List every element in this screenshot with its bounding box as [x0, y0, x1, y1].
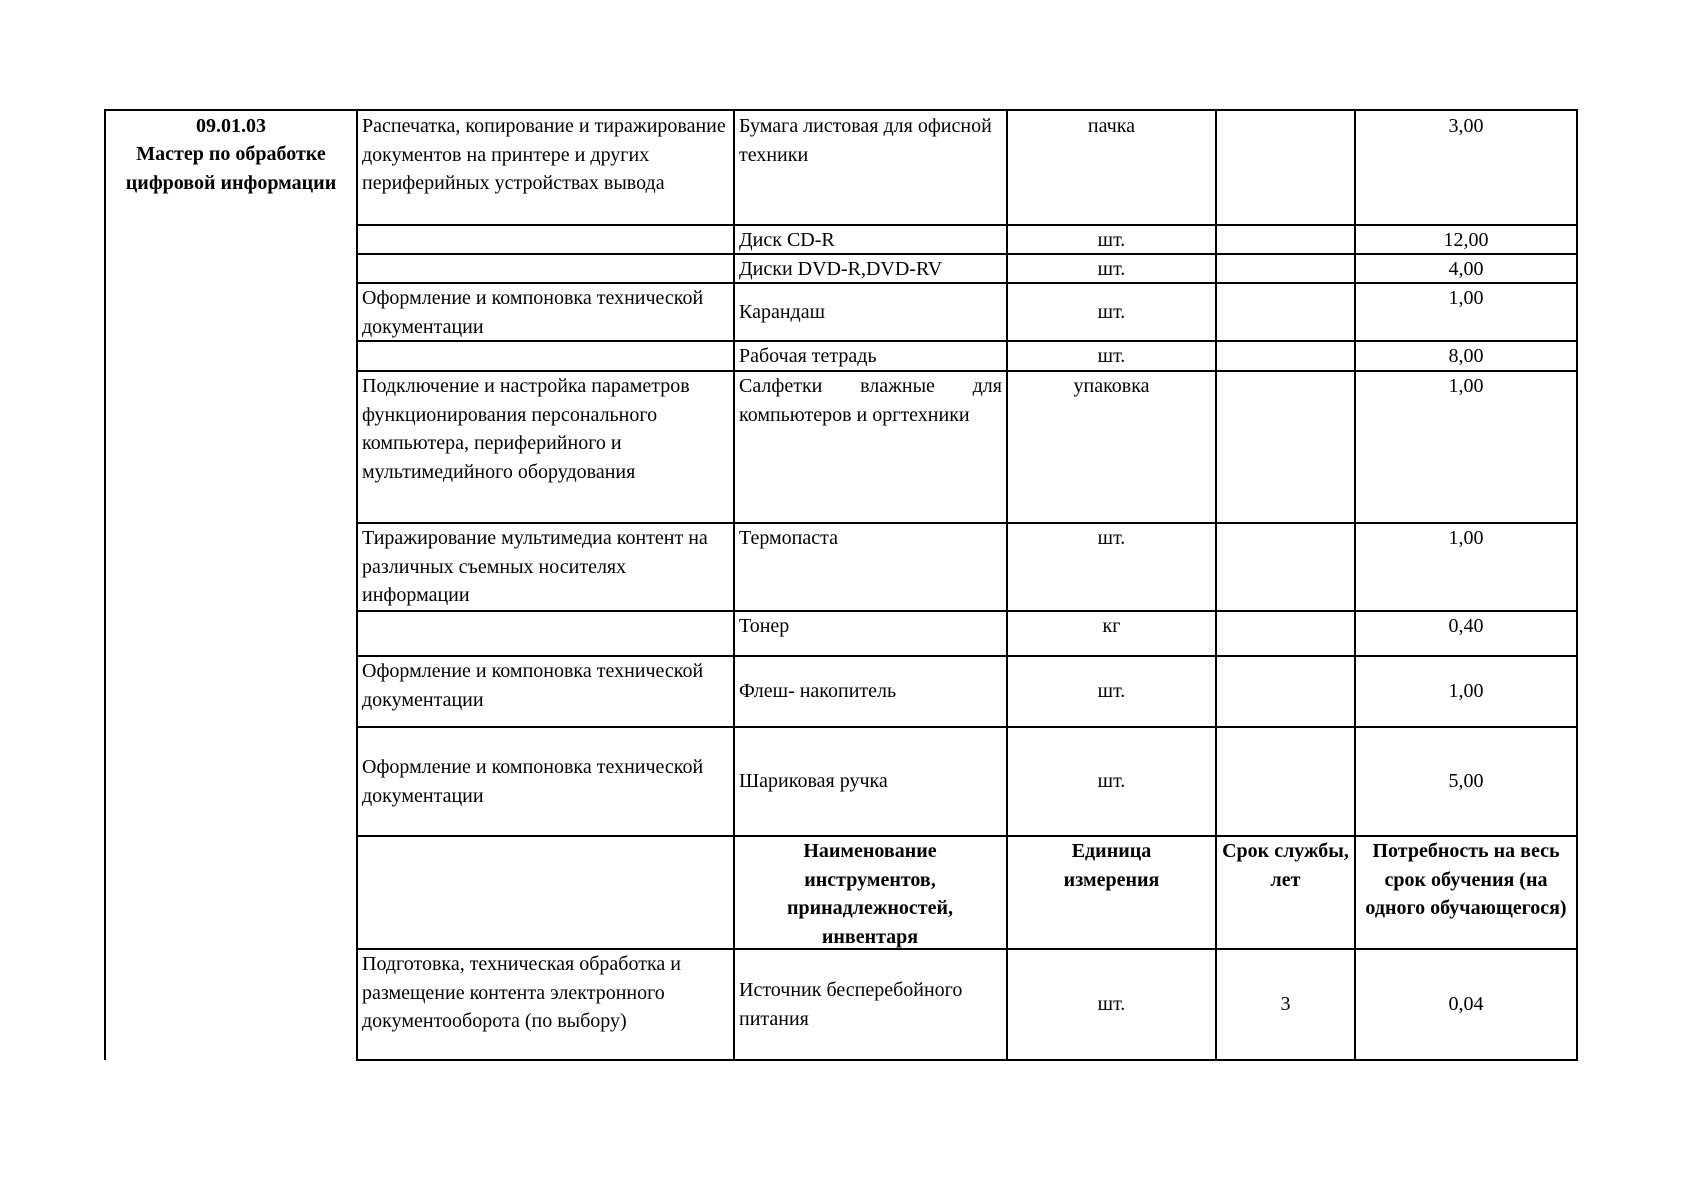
table-border-right	[1576, 109, 1578, 1061]
unit-cell	[1008, 950, 1215, 1059]
item-cell: Диск CD-R	[739, 229, 835, 251]
need-cell: 1,00	[1448, 527, 1484, 549]
table-border-left	[104, 109, 106, 1060]
item-cell	[735, 657, 1006, 726]
subheader-service: Срок службы, лет	[1222, 840, 1349, 891]
item-cell: Салфетки влажные для компьютеров и оргтехники	[739, 375, 1002, 426]
activity-cell	[358, 728, 733, 835]
activity-cell: Подключение и настройка параметров функционирования персонального компьютера, периферийного и мультимедийного оборудования	[362, 375, 690, 483]
unit-cell	[1008, 284, 1215, 340]
need-cell: 1,00	[1448, 375, 1484, 397]
service-cell	[1217, 950, 1354, 1059]
need-cell: 1,00	[1448, 287, 1484, 309]
unit-cell	[1008, 657, 1215, 726]
item-text: Источник бесперебойного питания	[739, 979, 963, 1030]
group-name: Мастер по обработке цифровой информации	[125, 143, 337, 194]
unit-cell: упаковка	[1073, 375, 1150, 397]
activity-text: Оформление и компоновка технической документации	[362, 756, 704, 807]
table-border-bottom	[356, 1059, 1578, 1061]
item-cell	[735, 728, 1006, 835]
subheader-unit: Единица измерения	[1063, 840, 1160, 891]
need-text: 0,04	[1448, 993, 1484, 1016]
table-border-top	[104, 109, 1578, 111]
unit-text: шт.	[1097, 680, 1126, 703]
item-cell	[735, 950, 1006, 1059]
activity-cell: Тиражирование мультимедиа контент на различных съемных носителях информации	[362, 527, 708, 606]
need-cell	[1356, 657, 1576, 726]
unit-cell: шт.	[1097, 229, 1126, 251]
need-cell: 8,00	[1448, 345, 1484, 367]
need-cell: 4,00	[1448, 258, 1484, 280]
need-text: 5,00	[1448, 770, 1484, 793]
subheader-need: Потребность на весь срок обучения (на одного обучающегося)	[1365, 840, 1567, 919]
service-text: 3	[1280, 993, 1291, 1016]
need-text: 1,00	[1448, 680, 1484, 703]
subheader-item: Наименование инструментов, принадлежностей, инвентаря	[786, 840, 954, 948]
unit-cell	[1008, 728, 1215, 835]
unit-cell: шт.	[1097, 345, 1126, 367]
service-cell	[1217, 657, 1354, 726]
need-cell	[1356, 950, 1576, 1059]
service-cell	[1217, 728, 1354, 835]
unit-cell: шт.	[1097, 527, 1126, 549]
unit-cell: пачка	[1087, 115, 1136, 137]
item-cell: Диски DVD-R,DVD-RV	[739, 258, 943, 280]
item-cell: Рабочая тетрадь	[739, 345, 877, 367]
need-cell: 3,00	[1448, 115, 1484, 137]
activity-cell: Подготовка, техническая обработка и размещение контента электронного документооборота (по выбору)	[362, 953, 681, 1032]
activity-cell: Оформление и компоновка технической документации	[362, 287, 704, 338]
activity-cell: Оформление и компоновка технической документации	[362, 660, 704, 711]
item-cell	[735, 284, 1006, 340]
table-col-divider-4	[1215, 109, 1217, 1061]
need-cell: 12,00	[1443, 229, 1489, 251]
item-text: Флеш- накопитель	[739, 680, 897, 703]
item-text: Карандаш	[739, 300, 825, 323]
item-cell: Тонер	[739, 615, 790, 637]
item-cell: Бумага листовая для офисной техники	[739, 115, 992, 166]
item-text: Шариковая ручка	[739, 770, 888, 793]
unit-text: шт.	[1097, 300, 1126, 323]
unit-text: шт.	[1097, 993, 1126, 1016]
need-cell	[1356, 728, 1576, 835]
need-cell: 0,40	[1448, 615, 1484, 637]
unit-cell: кг	[1102, 615, 1121, 637]
activity-cell: Распечатка, копирование и тиражирование документов на принтере и других периферийных устройствах вывода	[362, 115, 726, 194]
item-cell: Термопаста	[739, 527, 839, 549]
unit-text: шт.	[1097, 770, 1126, 793]
unit-cell: шт.	[1097, 258, 1126, 280]
group-code: 09.01.03	[196, 115, 266, 137]
